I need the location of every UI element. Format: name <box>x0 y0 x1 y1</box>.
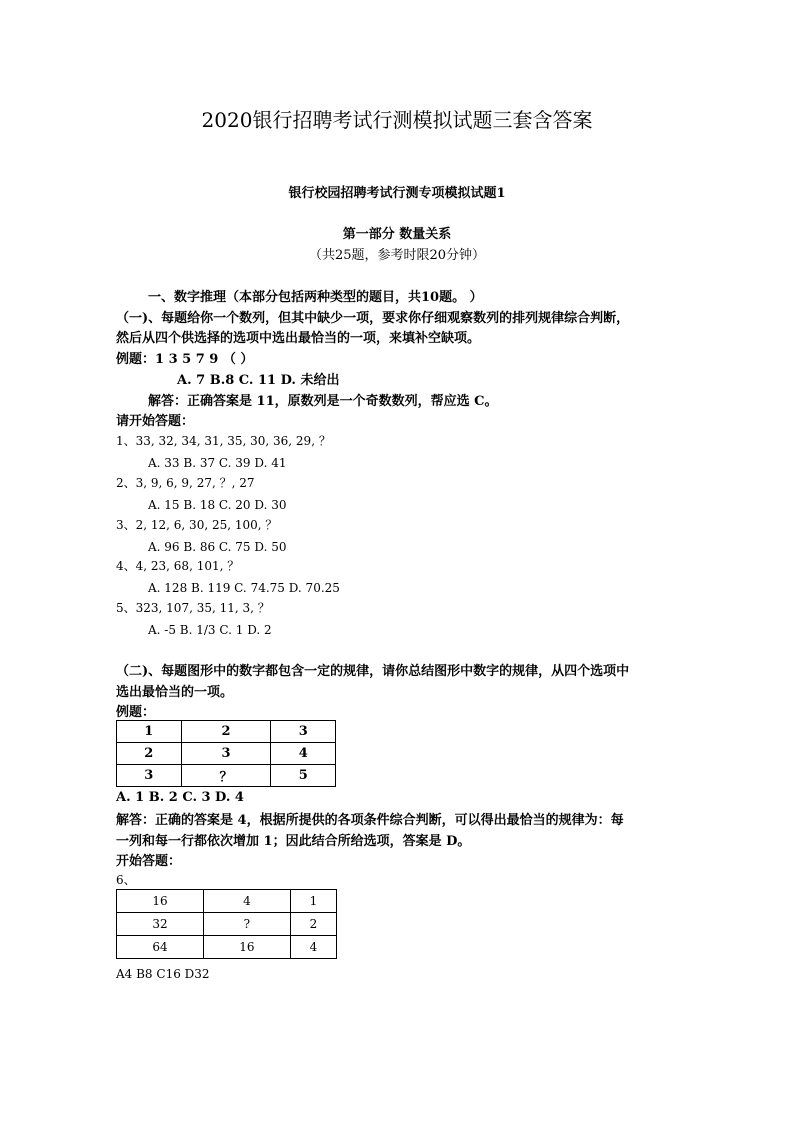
question-3-options: A. 96 B. 86 C. 75 D. 50 <box>148 540 287 554</box>
table-cell: 3 <box>181 743 271 765</box>
table-cell: 4 <box>290 936 336 959</box>
table-row <box>117 890 337 913</box>
example1-sequence: 1 3 5 7 9 （ ） <box>155 352 254 367</box>
table-row <box>117 913 337 936</box>
table-cell: 3 <box>271 721 336 743</box>
table-cell: 2 <box>117 743 182 765</box>
example2-answer-line2: 一列和每一行都依次增加 1；因此结合所给选项，答案是 D。 <box>116 834 471 849</box>
table-cell: 3 <box>117 765 182 787</box>
example1-answer: 解答：正确答案是 11，原数列是一个奇数数列，帮应选 C。 <box>148 394 498 409</box>
table-row <box>117 936 337 959</box>
start-label: 请开始答题： <box>116 414 195 429</box>
table-cell: 2 <box>181 721 271 743</box>
table-cell: 4 <box>203 890 290 913</box>
table-cell: 16 <box>203 936 290 959</box>
table-row <box>117 765 336 787</box>
table-cell: 2 <box>290 913 336 936</box>
section2-intro-line1: （二)、每题图形中的数字都包含一定的规律，请你总结图形中数字的规律，从四个选项中 <box>116 664 630 679</box>
question-6-label: 6、 <box>116 873 136 887</box>
start-label-2: 开始答题： <box>116 854 182 869</box>
document-title: 2020银行招聘考试行测模拟试题三套含答案 <box>201 108 593 132</box>
table-cell: ? <box>203 913 290 936</box>
example1-label <box>116 348 253 367</box>
table-row <box>117 743 336 765</box>
example2-options: A. 1 B. 2 C. 3 D. 4 <box>116 790 244 805</box>
question-1-stem: 1、33, 32, 34, 31, 35, 30, 36, 29, ？ <box>116 434 331 448</box>
example-label: 例题： <box>116 352 156 367</box>
table-cell: 1 <box>117 721 182 743</box>
question-3-stem: 3、2, 12, 6, 30, 25, 100, ？ <box>116 518 278 532</box>
question-5-stem: 5、323, 107, 35, 11, 3, ？ <box>116 601 270 615</box>
table-cell: 16 <box>117 890 204 913</box>
table-row <box>117 721 336 743</box>
table-cell: 5 <box>271 765 336 787</box>
section1-intro-line2: 然后从四个供选择的选项中选出最恰当的一项，来填补空缺项。 <box>116 331 481 346</box>
table-cell: 32 <box>117 913 204 936</box>
question-4-options: A. 128 B. 119 C. 74.75 D. 70.25 <box>148 581 340 595</box>
section1-intro-line1: （一)、每题给你一个数列，但其中缺少一项，要求你仔细观察数列的排列规律综合判断， <box>116 311 630 326</box>
exam-subtitle: 银行校园招聘考试行测专项模拟试题1 <box>288 186 506 201</box>
question-2-options: A. 15 B. 18 C. 20 D. 30 <box>148 498 287 512</box>
question-4-stem: 4、4, 23, 68, 101, ？ <box>116 559 240 573</box>
table-cell: 1 <box>290 890 336 913</box>
question-6-options: A4 B8 C16 D32 <box>116 967 210 981</box>
example2-label: 例题： <box>116 705 156 720</box>
table-cell: 4 <box>271 743 336 765</box>
table-cell: 64 <box>117 936 204 959</box>
table-cell: ？ <box>181 765 271 787</box>
question-6-table <box>116 889 337 959</box>
example1-options: A. 7 B.8 C. 11 D. 未给出 <box>177 373 340 388</box>
section2-intro-line2: 选出最恰当的一项。 <box>116 685 234 700</box>
example2-table <box>116 720 336 787</box>
part-note: （共25题，参考时限20分钟） <box>308 248 486 263</box>
section1-heading: 一、数字推理（本部分包括两种类型的题目，共10题。 ） <box>148 290 483 305</box>
question-5-options: A. -5 B. 1/3 C. 1 D. 2 <box>148 623 272 637</box>
example2-answer-line1: 解答：正确的答案是 4，根据所提供的各项条件综合判断，可以得出最恰当的规律为：每 <box>116 813 624 828</box>
question-2-stem: 2、3, 9, 6, 9, 27, ？, 27 <box>116 476 255 490</box>
question-1-options: A. 33 B. 37 C. 39 D. 41 <box>148 456 287 470</box>
part-heading: 第一部分 数量关系 <box>342 227 452 242</box>
